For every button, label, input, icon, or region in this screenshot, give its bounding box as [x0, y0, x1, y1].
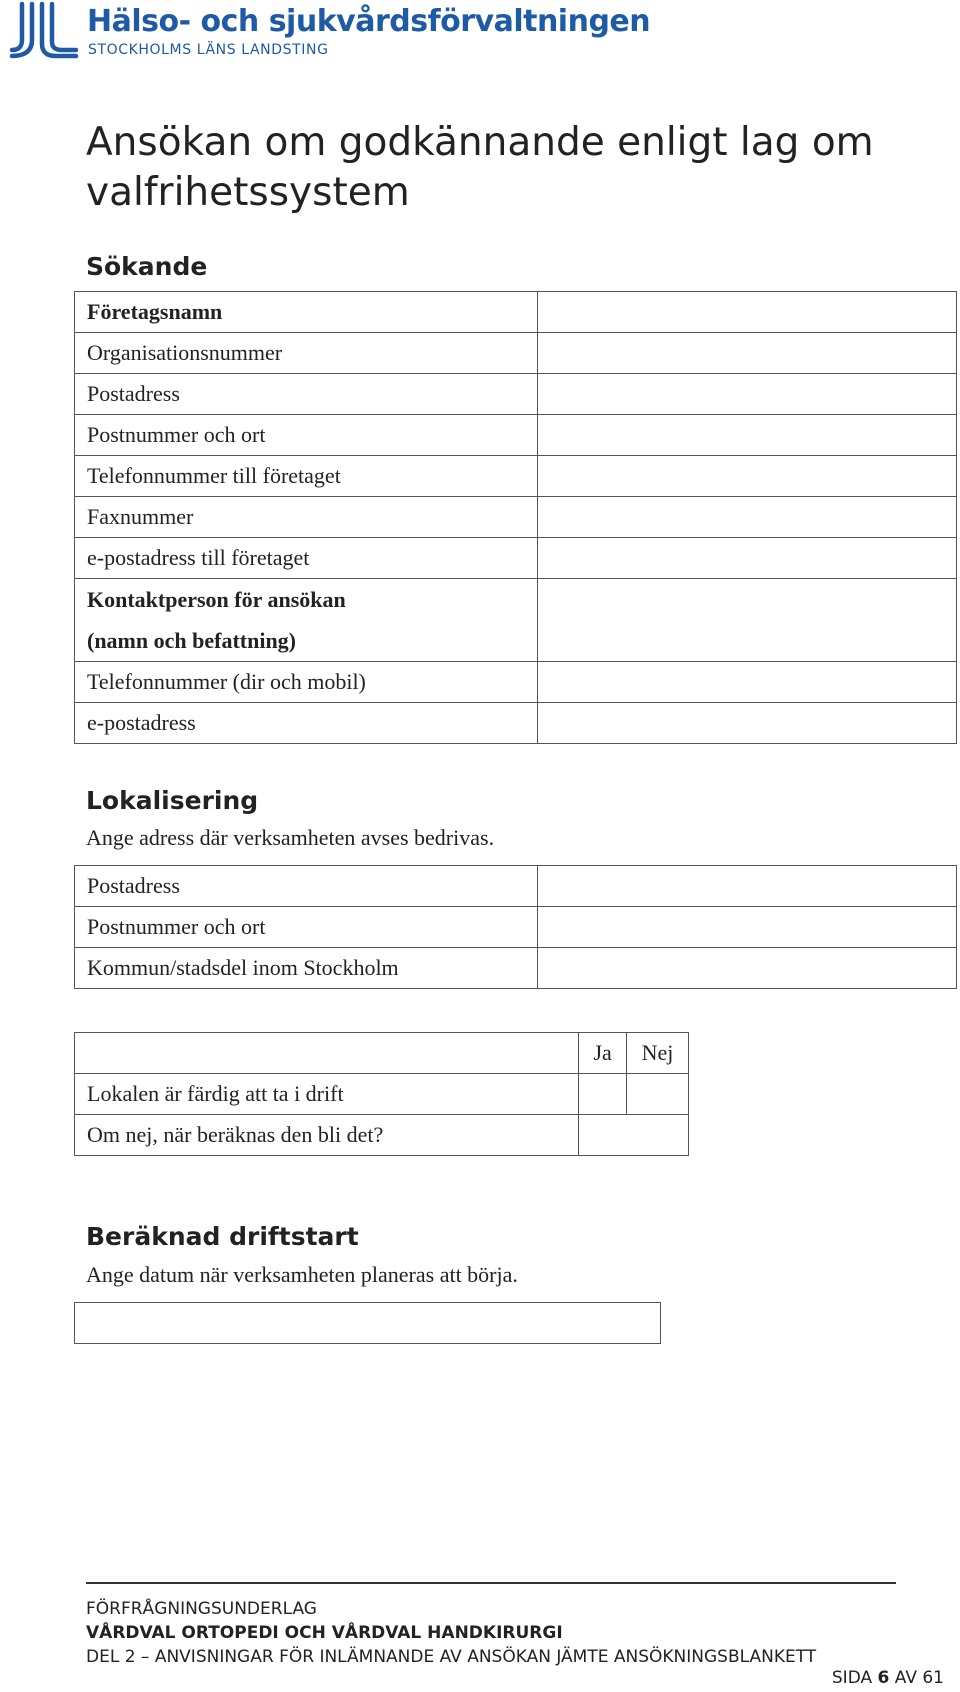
table-row: [75, 292, 957, 333]
nej-checkbox[interactable]: [627, 1074, 689, 1115]
table-row: [75, 1115, 689, 1156]
field-label: Lokalen är färdig att ta i drift: [75, 1074, 579, 1115]
lokalisering-instruction: Ange adress där verksamheten avses bedrivas.: [86, 825, 495, 850]
ja-header: Ja: [579, 1033, 627, 1074]
page-of: AV: [894, 1668, 917, 1688]
postnummer-ort-field[interactable]: [537, 415, 956, 456]
field-label: Organisationsnummer: [75, 333, 538, 374]
field-label: Postnummer och ort: [75, 907, 538, 948]
page-number: [832, 1668, 944, 1688]
table-row: [75, 703, 957, 744]
page-prefix: SIDA: [831, 1668, 873, 1688]
org-name: Hälso- och sjukvårdsförvaltningen: [87, 4, 651, 39]
table-row: [75, 866, 957, 907]
table-row: [75, 538, 957, 579]
table-row: [75, 333, 957, 374]
section-heading-lokalisering: Lokalisering: [86, 786, 259, 815]
footer-divider: [86, 1582, 896, 1584]
lokal-postnummer-ort-field[interactable]: [537, 907, 956, 948]
lokalisering-table: [74, 865, 957, 989]
table-row: [75, 374, 957, 415]
empty-header-cell: [75, 1033, 579, 1074]
field-label: Faxnummer: [75, 497, 538, 538]
field-label: e-postadress: [75, 703, 538, 744]
page-total: 61: [922, 1668, 944, 1688]
table-row: [75, 1033, 689, 1074]
field-label: Kommun/stadsdel inom Stockholm: [75, 948, 538, 989]
driftstart-instruction: Ange datum när verksamheten planeras att börja.: [86, 1262, 518, 1287]
foretagsnamn-field[interactable]: [537, 292, 956, 333]
field-label: e-postadress till företaget: [75, 538, 538, 579]
epostadress-foretag-field[interactable]: [537, 538, 956, 579]
page-title: Ansökan om godkännande enligt lag om valfrihetssystem: [86, 120, 874, 215]
nej-header: Nej: [627, 1033, 689, 1074]
org-subtitle: STOCKHOLMS LÄNS LANDSTING: [88, 42, 329, 58]
field-label: Postadress: [75, 866, 538, 907]
field-label: [75, 579, 538, 662]
table-row: [75, 415, 957, 456]
table-row: [75, 579, 957, 662]
sll-logo-icon: [8, 0, 80, 60]
lokal-klar-datum-field[interactable]: [579, 1115, 689, 1156]
table-row: [75, 497, 957, 538]
faxnummer-field[interactable]: [537, 497, 956, 538]
ja-checkbox[interactable]: [579, 1074, 627, 1115]
page-current: 6: [877, 1668, 890, 1688]
telefonnummer-foretag-field[interactable]: [537, 456, 956, 497]
field-label: Telefonnummer (dir och mobil): [75, 662, 538, 703]
footer-line-2: VÅRDVAL ORTOPEDI OCH VÅRDVAL HANDKIRURGI: [86, 1623, 563, 1643]
lokal-table: [74, 1032, 689, 1156]
sokande-table: [74, 291, 957, 744]
table-row: [75, 662, 957, 703]
table-row: [75, 456, 957, 497]
field-label: Telefonnummer till företaget: [75, 456, 538, 497]
section-heading-sokande: Sökande: [86, 252, 208, 281]
lokal-postadress-field[interactable]: [537, 866, 956, 907]
kontaktperson-field[interactable]: [537, 579, 956, 662]
field-label: Om nej, när beräknas den bli det?: [75, 1115, 579, 1156]
section-heading-driftstart: Beräknad driftstart: [86, 1222, 359, 1251]
kontaktperson-label: Kontaktperson för ansökan: [87, 587, 346, 612]
table-row: [75, 948, 957, 989]
footer-line-1: FÖRFRÅGNINGSUNDERLAG: [86, 1599, 317, 1619]
table-row: [75, 1074, 689, 1115]
driftstart-date-field[interactable]: [74, 1302, 661, 1344]
footer-line-3: DEL 2 – ANVISNINGAR FÖR INLÄMNANDE AV ANSÖKAN JÄMTE ANSÖKNINGSBLANKETT: [86, 1647, 817, 1667]
organisationsnummer-field[interactable]: [537, 333, 956, 374]
field-label: Företagsnamn: [75, 292, 538, 333]
field-label: Postadress: [75, 374, 538, 415]
telefonnummer-dir-mobil-field[interactable]: [537, 662, 956, 703]
kommun-stadsdel-field[interactable]: [537, 948, 956, 989]
table-row: [75, 907, 957, 948]
field-label: Postnummer och ort: [75, 415, 538, 456]
kontaktperson-sublabel: (namn och befattning): [87, 628, 297, 653]
epostadress-field[interactable]: [537, 703, 956, 744]
postadress-field[interactable]: [537, 374, 956, 415]
